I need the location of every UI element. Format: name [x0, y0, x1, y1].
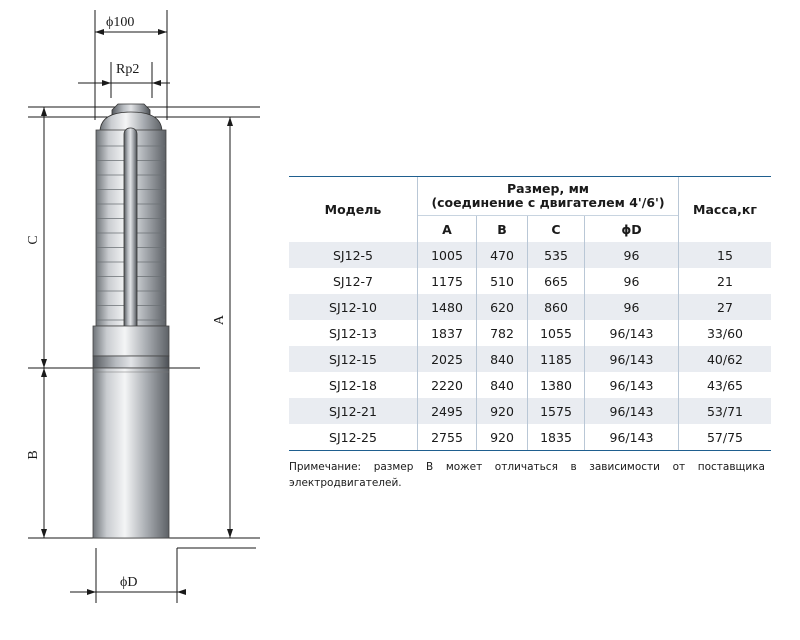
model-cell: SJ12-25: [289, 424, 418, 451]
d-cell: 96/143: [585, 372, 679, 398]
col-model-header: Модель: [289, 177, 418, 243]
dim-thread-label: Rp2: [116, 62, 140, 77]
c-cell: 1185: [528, 346, 585, 372]
mass-cell: 27: [679, 294, 772, 320]
b-cell: 840: [477, 346, 528, 372]
col-d-header: ϕD: [585, 216, 679, 243]
a-cell: 2220: [418, 372, 477, 398]
a-cell: 2755: [418, 424, 477, 451]
table-row: [289, 372, 771, 398]
mass-cell: 53/71: [679, 398, 772, 424]
table-row: [289, 398, 771, 424]
col-size-header-line2: (соединение с двигателем 4'/6'): [431, 195, 665, 210]
a-cell: 2025: [418, 346, 477, 372]
model-cell: SJ12-15: [289, 346, 418, 372]
mass-cell: 43/65: [679, 372, 772, 398]
model-cell: SJ12-18: [329, 377, 377, 393]
b-cell: 782: [477, 320, 528, 346]
d-cell: 96: [585, 242, 679, 268]
d-cell: 96: [585, 268, 679, 294]
a-cell: 1005: [418, 242, 477, 268]
d-cell: 96/143: [585, 398, 679, 424]
table-row: [289, 320, 771, 346]
d-cell: 96/143: [585, 320, 679, 346]
model-cell: SJ12-13: [329, 325, 377, 341]
col-b-header: B: [477, 216, 528, 243]
model-cell: SJ12-21: [289, 398, 418, 424]
model-cell: SJ12-10: [289, 294, 418, 320]
model-cell: SJ12-7: [333, 273, 373, 289]
col-c-header: C: [528, 216, 585, 243]
b-cell: 920: [477, 398, 528, 424]
col-mass-header: Масса,кг: [679, 177, 772, 243]
table-row: [289, 424, 771, 451]
col-size-header: [418, 177, 679, 216]
c-cell: 665: [528, 268, 585, 294]
c-cell: 1055: [528, 320, 585, 346]
pump-drawing: [0, 0, 280, 640]
table-row: [289, 294, 771, 320]
d-cell: 96: [585, 294, 679, 320]
d-cell: 96/143: [585, 346, 679, 372]
table-row: [289, 268, 771, 294]
b-cell: 510: [477, 268, 528, 294]
dim-d-label: ϕD: [120, 575, 138, 590]
mass-cell: 33/60: [679, 320, 772, 346]
b-cell: 470: [477, 242, 528, 268]
mass-cell: 40/62: [679, 346, 772, 372]
col-a-header: A: [418, 216, 477, 243]
c-cell: 1835: [528, 424, 585, 451]
dim-a-label: A: [212, 314, 227, 326]
c-cell: 860: [528, 294, 585, 320]
b-cell: 920: [477, 424, 528, 451]
table-row: [289, 242, 771, 268]
mass-cell: 21: [679, 268, 772, 294]
d-cell: 96/143: [585, 424, 679, 451]
a-cell: 1837: [418, 320, 477, 346]
dim-top-diameter-label: ϕ100: [106, 15, 135, 30]
table-row: [289, 346, 771, 372]
b-cell: 840: [477, 372, 528, 398]
b-cell: 620: [477, 294, 528, 320]
a-cell: 1480: [418, 294, 477, 320]
c-cell: 1575: [528, 398, 585, 424]
a-cell: 2495: [418, 398, 477, 424]
c-cell: 1380: [528, 372, 585, 398]
col-size-header-line1: Размер, мм: [506, 181, 590, 196]
spec-table: [289, 176, 771, 451]
mass-cell: 57/75: [679, 424, 772, 451]
mass-cell: 15: [679, 242, 772, 268]
a-cell: 1175: [418, 268, 477, 294]
dim-c-label: C: [26, 235, 41, 245]
model-cell: SJ12-5: [289, 242, 418, 268]
c-cell: 535: [528, 242, 585, 268]
dim-b-label: B: [26, 450, 41, 460]
footnote: Примечание: размер B может отличаться в зависимости от поставщика электродвигателей.: [289, 461, 765, 489]
